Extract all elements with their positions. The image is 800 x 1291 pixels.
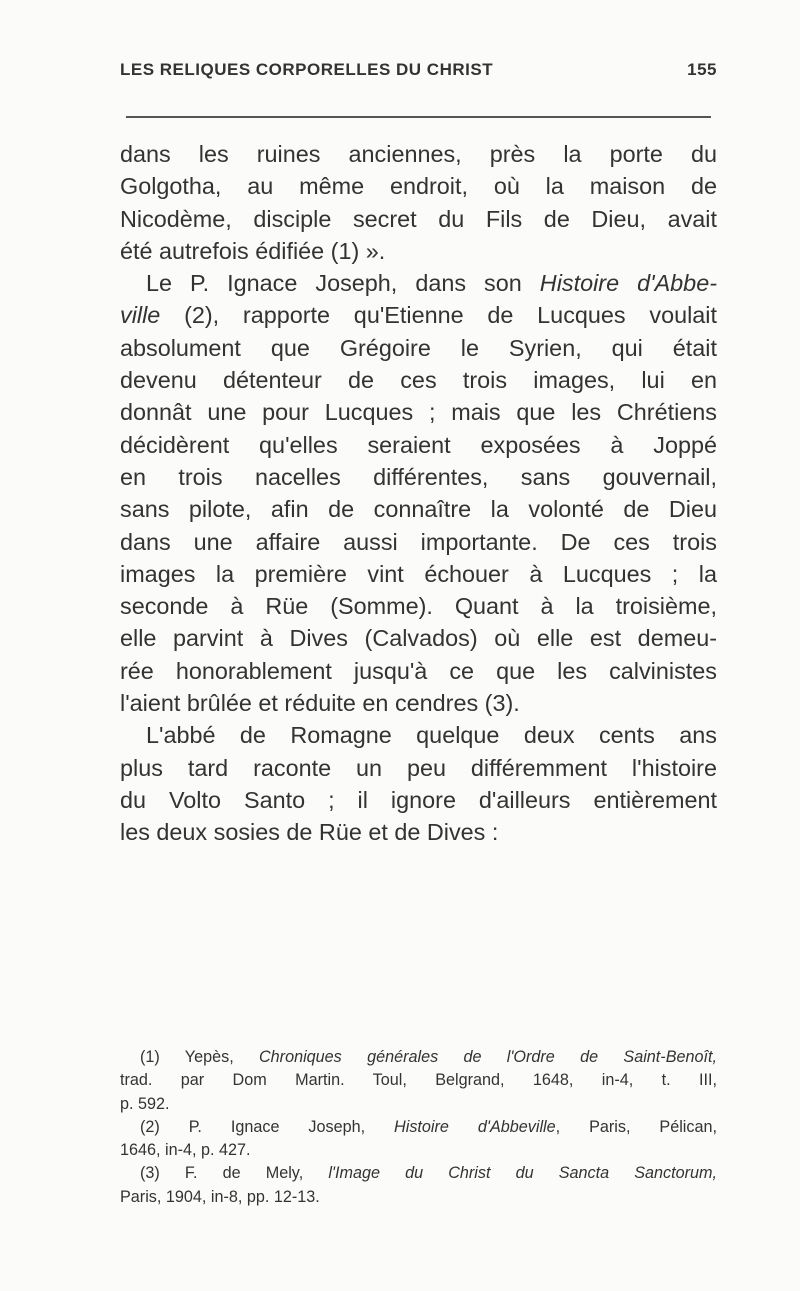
text-line: devenu détenteur de ces trois images, lui en [120, 367, 717, 394]
text-line: Golgotha, au même endroit, où la maison de [120, 173, 717, 200]
footnote-line: (2) P. Ignace Joseph, Histoire d'Abbeville, Paris, Pélican, [140, 1117, 717, 1136]
text-line: rée honorablement jusqu'à ce que les calvinistes [120, 657, 717, 684]
footnote-line: (1) Yepès, Chroniques générales de l'Ordre de Saint-Benoît, [140, 1048, 717, 1066]
running-header [120, 60, 717, 80]
text-line: du Volto Santo ; il ignore d'ailleurs entièrement [120, 786, 717, 813]
text-line: absolument que Grégoire le Syrien, qui était [120, 334, 717, 361]
footnote-line: (3) F. de Mely, l'Image du Christ du Sancta Sanctorum, [140, 1164, 717, 1183]
text-line: décidèrent qu'elles seraient exposées à Joppé [120, 431, 717, 458]
text-line: images la première vint échouer à Lucques ; la [120, 560, 717, 587]
text-line: sans pilote, afin de connaître la volonté de Dieu [120, 496, 717, 523]
footnote-line: p. 592. [120, 1094, 170, 1113]
text-line: L'abbé de Romagne quelque deux cents ans [146, 722, 717, 749]
footnote-line: 1646, in-4, p. 427. [120, 1141, 251, 1160]
header-rule [126, 116, 711, 118]
text-line: plus tard raconte un peu différemment l'histoire [120, 754, 717, 781]
text-line: en trois nacelles différentes, sans gouvernail, [120, 463, 717, 490]
text-line: dans une affaire aussi importante. De ces trois [120, 528, 717, 555]
text-line: l'aient brûlée et réduite en cendres (3). [120, 690, 520, 717]
text-line: seconde à Rüe (Somme). Quant à la troisième, [120, 593, 717, 620]
footnotes [120, 1046, 717, 1209]
footnote-line: Paris, 1904, in-8, pp. 12-13. [120, 1187, 320, 1206]
text-line: Le P. Ignace Joseph, dans son Histoire d'Abbe- [146, 270, 717, 297]
text-line: dans les ruines anciennes, près la porte du [120, 141, 717, 167]
text-line: ville (2), rapporte qu'Etienne de Lucques voulait [120, 302, 717, 329]
body-text [120, 138, 717, 849]
text-line: donnât une pour Lucques ; mais que les Chrétiens [120, 399, 717, 426]
text-line: elle parvint à Dives (Calvados) où elle est demeu- [120, 625, 717, 652]
footnote-line: trad. par Dom Martin. Toul, Belgrand, 1648, in-4, t. III, [120, 1071, 717, 1090]
text-line: été autrefois édifiée (1) ». [120, 237, 386, 264]
running-title: LES RELIQUES CORPORELLES DU CHRIST [120, 60, 494, 79]
text-line: les deux sosies de Rüe et de Dives : [120, 819, 499, 846]
page-number: 155 [687, 60, 717, 79]
text-line: Nicodème, disciple secret du Fils de Dieu, avait [120, 205, 717, 232]
